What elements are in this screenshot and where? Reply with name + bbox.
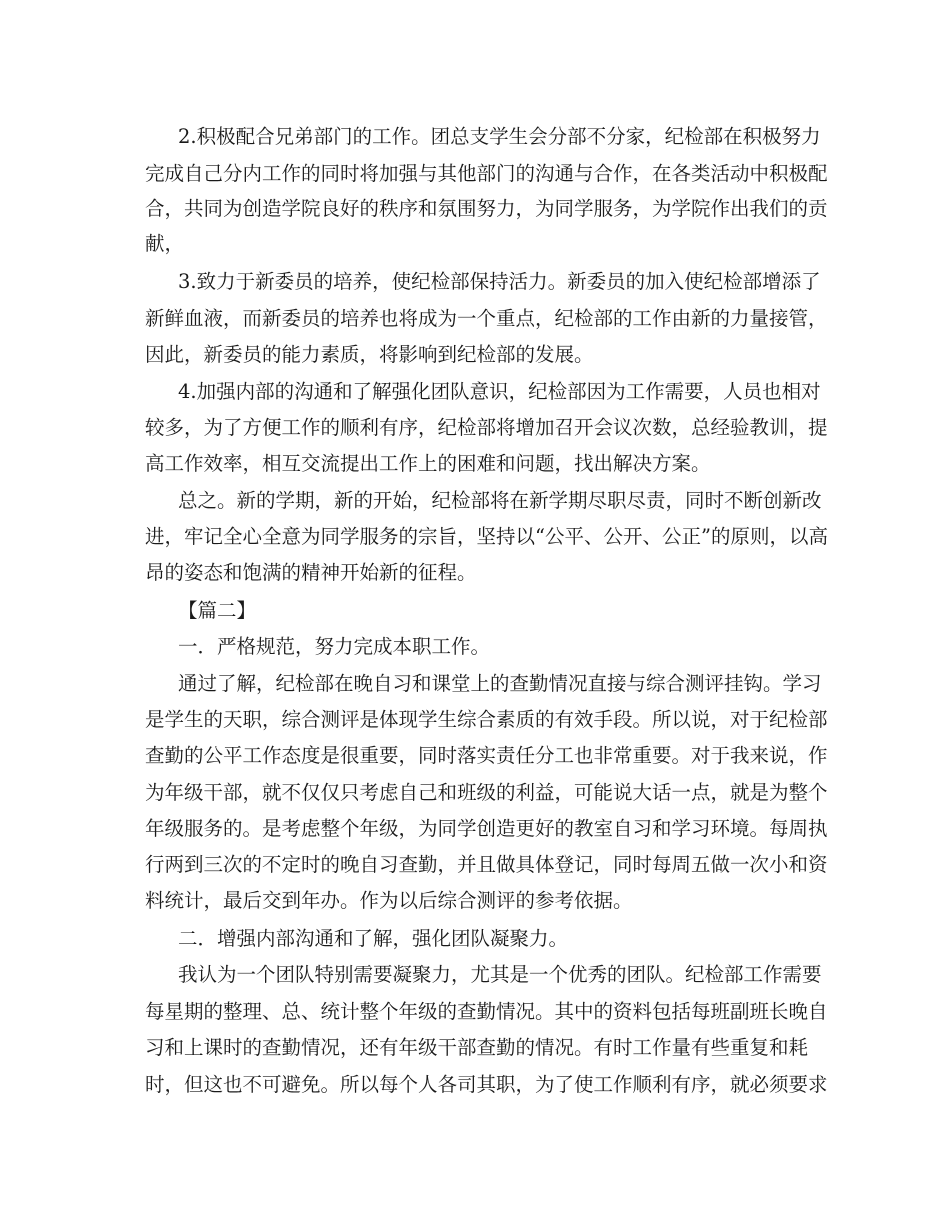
text-line: 合，共同为创造学院良好的秩序和氛围努力，为同学服务，为学院作出我们的贡 [145,197,828,220]
text-line: 每星期的整理、总、统计整个年级的查勤情况。其中的资料包括每班副班长晚自 [145,1000,828,1023]
text-line: 是学生的天职，综合测评是体现学生综合素质的有效手段。所以说，对于纪检部 [145,708,828,731]
text-line: 总之。新的学期，新的开始，纪检部将在新学期尽职尽责，同时不断创新改 [178,489,822,512]
text-line: 习和上课时的查勤情况，还有年级干部查勤的情况。有时工作量有些重复和耗 [145,1036,809,1059]
text-line: 一．严格规范，努力完成本职工作。 [178,635,491,658]
text-line: 因此，新委员的能力素质，将影响到纪检部的发展。 [145,343,594,366]
text-line: 时，但这也不可避免。所以每个人各司其职，为了使工作顺利有序，就必须要求 [145,1073,828,1096]
text-line: 行两到三次的不定时的晚自习查勤，并且做具体登记，同时每周五做一次小和资 [145,853,828,876]
text-line: 高工作效率，相互交流提出工作上的困难和问题，找出解决方案。 [145,452,711,475]
text-line: 为年级干部，就不仅仅只考虑自己和班级的利益，可能说大话一点，就是为整个 [145,781,828,804]
text-line: 通过了解，纪检部在晚自习和课堂上的查勤情况直接与综合测评挂钩。学习 [178,672,822,695]
text-line: 【篇二】 [178,599,257,622]
text-line: 3.致力于新委员的培养，使纪检部保持活力。新委员的加入使纪检部增添了 [178,270,821,293]
text-line: 料统计，最后交到年办。作为以后综合测评的参考依据。 [145,889,633,912]
text-line: 完成自己分内工作的同时将加强与其他部门的沟通与合作，在各类活动中积极配 [145,162,828,185]
text-line: 查勤的公平工作态度是很重要，同时落实责任分工也非常重要。对于我来说，作 [145,744,828,767]
text-line: 昂的姿态和饱满的精神开始新的征程。 [145,561,477,584]
text-line: 我认为一个团队特别需要凝聚力，尤其是一个优秀的团队。纪检部工作需要 [178,963,822,986]
text-line: 较多，为了方便工作的顺利有序，纪检部将增加召开会议次数，总经验教训，提 [145,416,828,439]
text-line: 献， [145,232,185,255]
text-line: 年级服务的。是考虑整个年级，为同学创造更好的教室自习和学习环境。每周执 [145,817,828,840]
text-line: 进，牢记全心全意为同学服务的宗旨，坚持以“公平、公开、公正”的原则，以高 [145,525,828,548]
text-line: 2.积极配合兄弟部门的工作。团总支学生会分部不分家，纪检部在积极努力 [178,125,821,148]
text-line: 二．增强内部沟通和了解，强化团队凝聚力。 [178,927,569,950]
text-line: 新鲜血液，而新委员的培养也将成为一个重点，纪检部的工作由新的力量接管， [145,307,828,330]
text-line: 4.加强内部的沟通和了解强化团队意识，纪检部因为工作需要，人员也相对 [178,380,821,403]
